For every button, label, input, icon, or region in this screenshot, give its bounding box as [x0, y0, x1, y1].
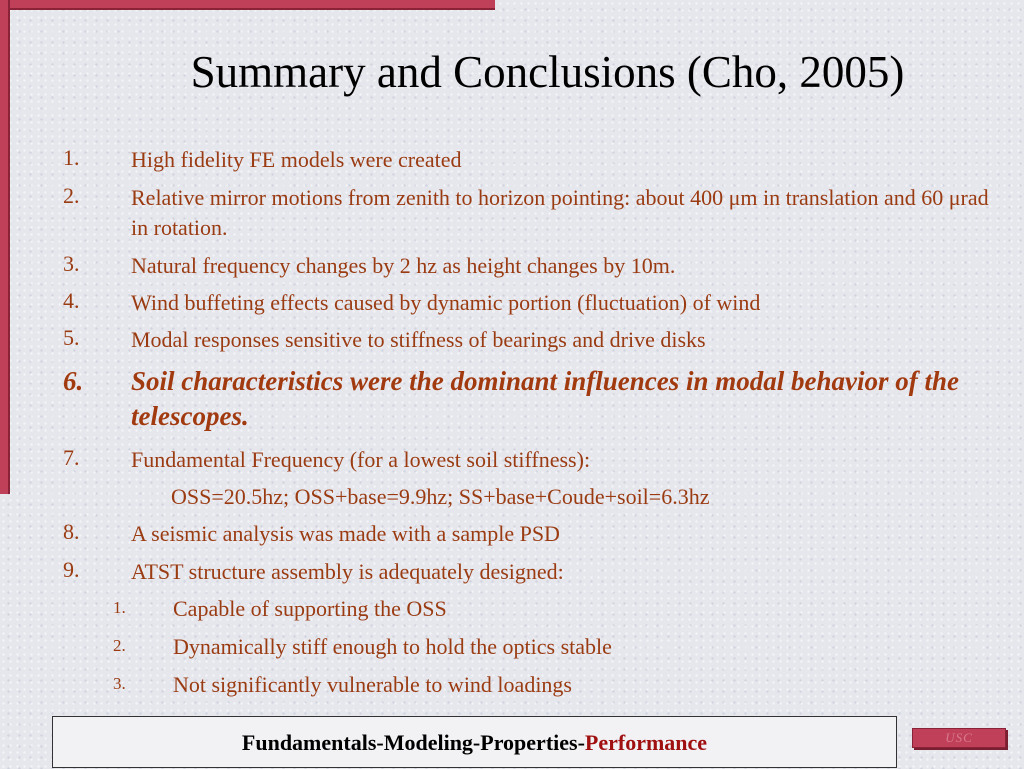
- item-text: Fundamental Frequency (for a lowest soil stiffness):: [131, 447, 591, 472]
- sub-item-number: 2.: [113, 636, 126, 655]
- item-text: A seismic analysis was made with a sample PSD: [131, 521, 560, 546]
- item-number: 3.: [63, 251, 80, 276]
- usc-logo: USC: [912, 728, 1006, 748]
- sub-item-number: 3.: [113, 674, 126, 693]
- item-number: 1.: [63, 145, 80, 170]
- footer-banner: [52, 716, 897, 768]
- item-number: 6.: [63, 366, 84, 396]
- footer-text: Fundamentals-Modeling-Properties-: [241, 730, 585, 755]
- item-number: 4.: [63, 288, 80, 313]
- item-text: Wind buffeting effects caused by dynamic portion (fluctuation) of wind: [131, 290, 761, 315]
- sub-item-number: 1.: [113, 598, 126, 617]
- sub-item-text: Not significantly vulnerable to wind loadings: [173, 672, 572, 697]
- item-text: Relative mirror motions from zenith to horizon pointing: about 400 μm in translation and 60 μrad in rotation.: [131, 185, 989, 240]
- item-text: Soil characteristics were the dominant influences in modal behavior of the telescopes.: [131, 366, 960, 431]
- item-text: High fidelity FE models were created: [131, 147, 462, 172]
- item-number: 8.: [63, 519, 80, 544]
- item-number: 7.: [63, 445, 80, 470]
- sub-item-text: Dynamically stiff enough to hold the optics stable: [173, 634, 612, 659]
- item-text: ATST structure assembly is adequately designed:: [131, 559, 564, 584]
- item-text: OSS=20.5hz; OSS+base=9.9hz; SS+base+Coude+soil=6.3hz: [171, 484, 710, 509]
- sub-item-text: Capable of supporting the OSS: [173, 596, 447, 621]
- item-text: Modal responses sensitive to stiffness of bearings and drive disks: [131, 327, 706, 352]
- top-accent-bar: [0, 0, 495, 8]
- item-number: 5.: [63, 325, 80, 350]
- item-number: 9.: [63, 557, 80, 582]
- item-text: Natural frequency changes by 2 hz as height changes by 10m.: [131, 253, 676, 278]
- footer-accent-text: Performance: [584, 730, 708, 755]
- item-number: 2.: [63, 183, 80, 208]
- slide-title: Summary and Conclusions (Cho, 2005): [190, 47, 905, 97]
